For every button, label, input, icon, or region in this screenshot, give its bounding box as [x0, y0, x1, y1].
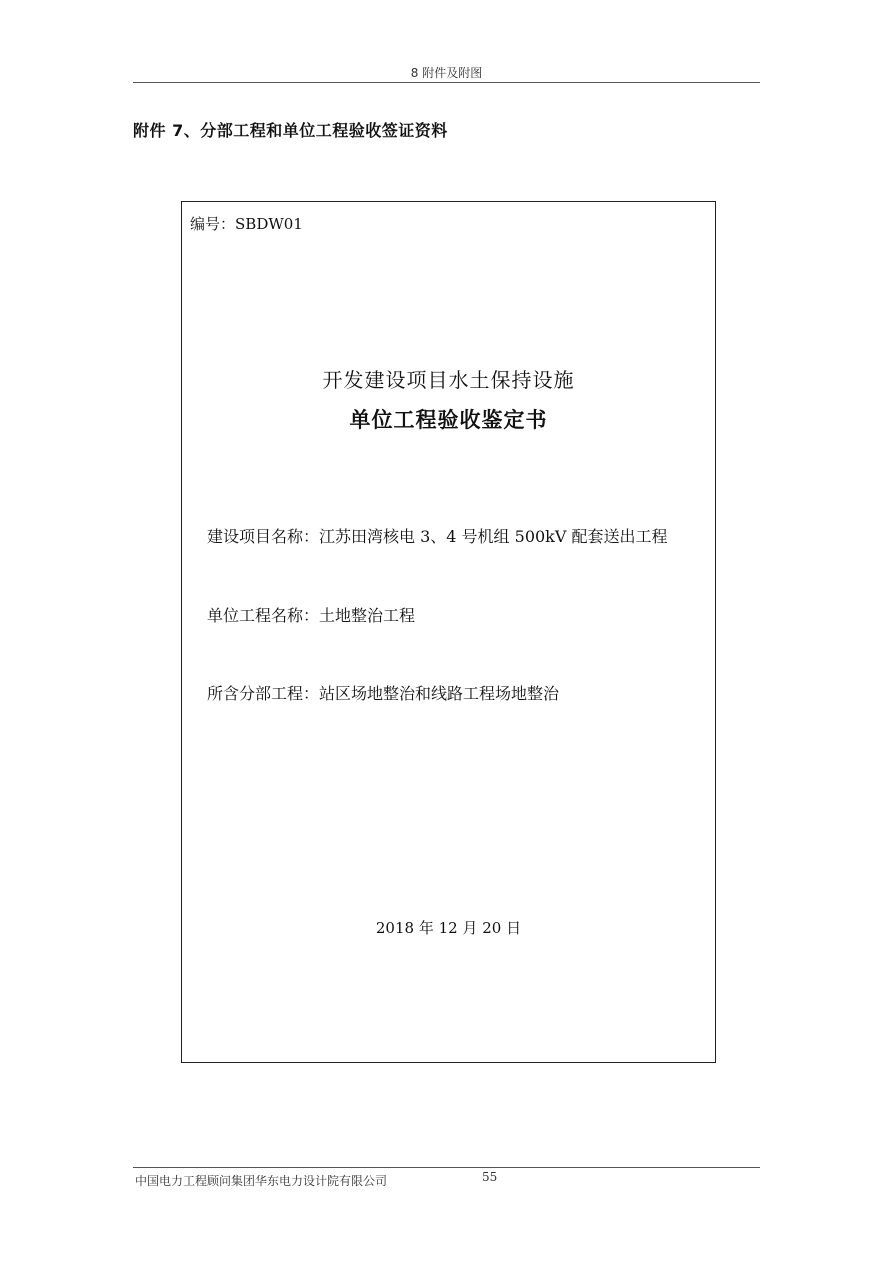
project-name-field: [207, 524, 668, 547]
document-number: [190, 213, 303, 234]
sub-projects-field: [207, 681, 559, 704]
footer-company: 中国电力工程顾问集团华东电力设计院有限公司: [135, 1174, 388, 1188]
page-number: 55: [482, 1170, 498, 1184]
field-label: 单位工程名称：: [207, 606, 320, 625]
unit-project-name-field: [207, 603, 415, 626]
field-value: 站区场地整治和线路工程场地整治: [319, 684, 560, 703]
field-label: 建设项目名称：: [207, 527, 320, 546]
running-header: 8 附件及附图: [410, 66, 483, 80]
footer-divider: [133, 1167, 760, 1168]
header-divider: [133, 82, 760, 83]
field-value: 江苏田湾核电 3、4 号机组 500kV 配套送出工程: [319, 527, 668, 546]
field-value: 土地整治工程: [319, 606, 416, 625]
field-label: 所含分部工程：: [207, 684, 320, 703]
form-date: 2018 年 12 月 20 日: [375, 919, 522, 937]
form-title-line-1: 开发建设项目水土保持设施: [322, 368, 575, 392]
section-heading: 附件 7、分部工程和单位工程验收签证资料: [133, 121, 448, 140]
certificate-form: [181, 201, 716, 1063]
document-number-label: 编号：: [190, 215, 236, 233]
document-number-value: SBDW01: [235, 215, 303, 233]
form-title-line-2: 单位工程验收鉴定书: [349, 407, 548, 432]
